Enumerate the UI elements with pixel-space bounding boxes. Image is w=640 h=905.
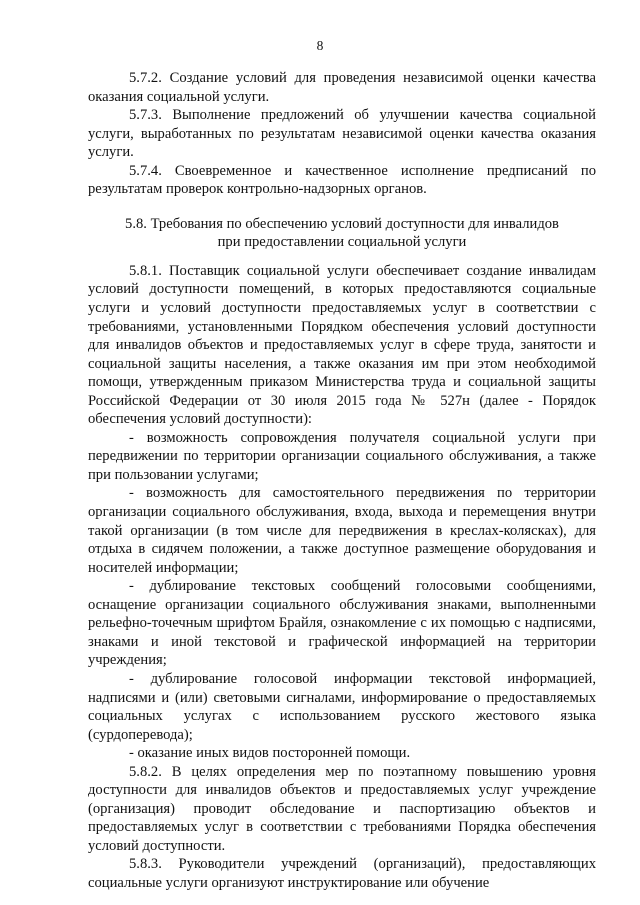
- paragraph-5-8-2: 5.8.2. В целях определения мер по поэтапному повышению уровня доступности для инвалидов объектов и предоставляемых услуг учреждение (организация) проводит обследование и паспортизацию объектов и предоставляемых услуг в соответствии с требованиями Порядка обеспечения условий доступности.: [88, 763, 596, 854]
- paragraph-5-7-2: 5.7.2. Создание условий для проведения независимой оценки качества оказания социальной услуги.: [88, 70, 596, 105]
- section-heading-5-8: [88, 215, 596, 252]
- list-item-independent-movement: - возможность для самостоятельного передвижения по территории организации социального обслуживания, входа, выхода и перемещения внутри такой организации (в том числе для передвижения в креслах-колясках), для отдыха в сидячем положении, а также доступное размещение оборудования и носителей информации;: [88, 485, 596, 576]
- paragraph-5-8-3: 5.8.3. Руководители учреждений (организаций), предоставляющих социальные услуги организуют инструктирование или обучение: [88, 856, 596, 891]
- section-heading-line-1: 5.8. Требования по обеспечению условий доступности для инвалидов: [125, 215, 559, 232]
- section-heading-line-2: при предоставлении социальной услуги: [217, 234, 467, 251]
- paragraph-5-8-1: 5.8.1. Поставщик социальной услуги обеспечивает создание инвалидам условий доступности помещений, в которых предоставляются социальные услуги и условий доступности предоставляемых услуг в соответствии с требованиями, установленными Порядком обеспечения условий доступности для инвалидов объектов и предоставляемых услуг в сфере труда, занятости и социальной защиты населения, а также оказания им при этом необходимой помощи, утвержденным приказом Министерства труда и социальной защиты Российской Федерации от 30 июля 2015 года № 527н (далее - Порядок обеспечения условий доступности):: [88, 262, 596, 428]
- list-item-other-assistance: - оказание иных видов посторонней помощи.: [129, 745, 411, 762]
- paragraph-5-7-4: 5.7.4. Своевременное и качественное исполнение предписаний по результатам проверок контрольно-надзорных органов.: [88, 162, 596, 198]
- list-item-braille: - дублирование текстовых сообщений голосовыми сообщениями, оснащение организации социального обслуживания знаками, выполненными рельефно-точечным шрифтом Брайля, ознакомление с их помощью с надписями, знаками и иной текстовой и графической информацией на территории учреждения;: [88, 578, 596, 669]
- list-item-sign-language: - дублирование голосовой информации текстовой информацией, надписями и (или) световыми сигналами, информирование о предоставляемых социальных услугах с использованием русского жестового языка (сурдоперевода);: [88, 670, 596, 743]
- page-number: 8: [316, 38, 324, 53]
- list-item-escort: - возможность сопровождения получателя социальной услуги при передвижении по территории организации социального обслуживания, а также при пользовании услугами;: [88, 429, 596, 483]
- document-body: [88, 69, 596, 893]
- paragraph-5-7-3: 5.7.3. Выполнение предложений об улучшении качества социальной услуги, выработанных по результатам независимой оценки качества оказания услуги.: [88, 107, 596, 161]
